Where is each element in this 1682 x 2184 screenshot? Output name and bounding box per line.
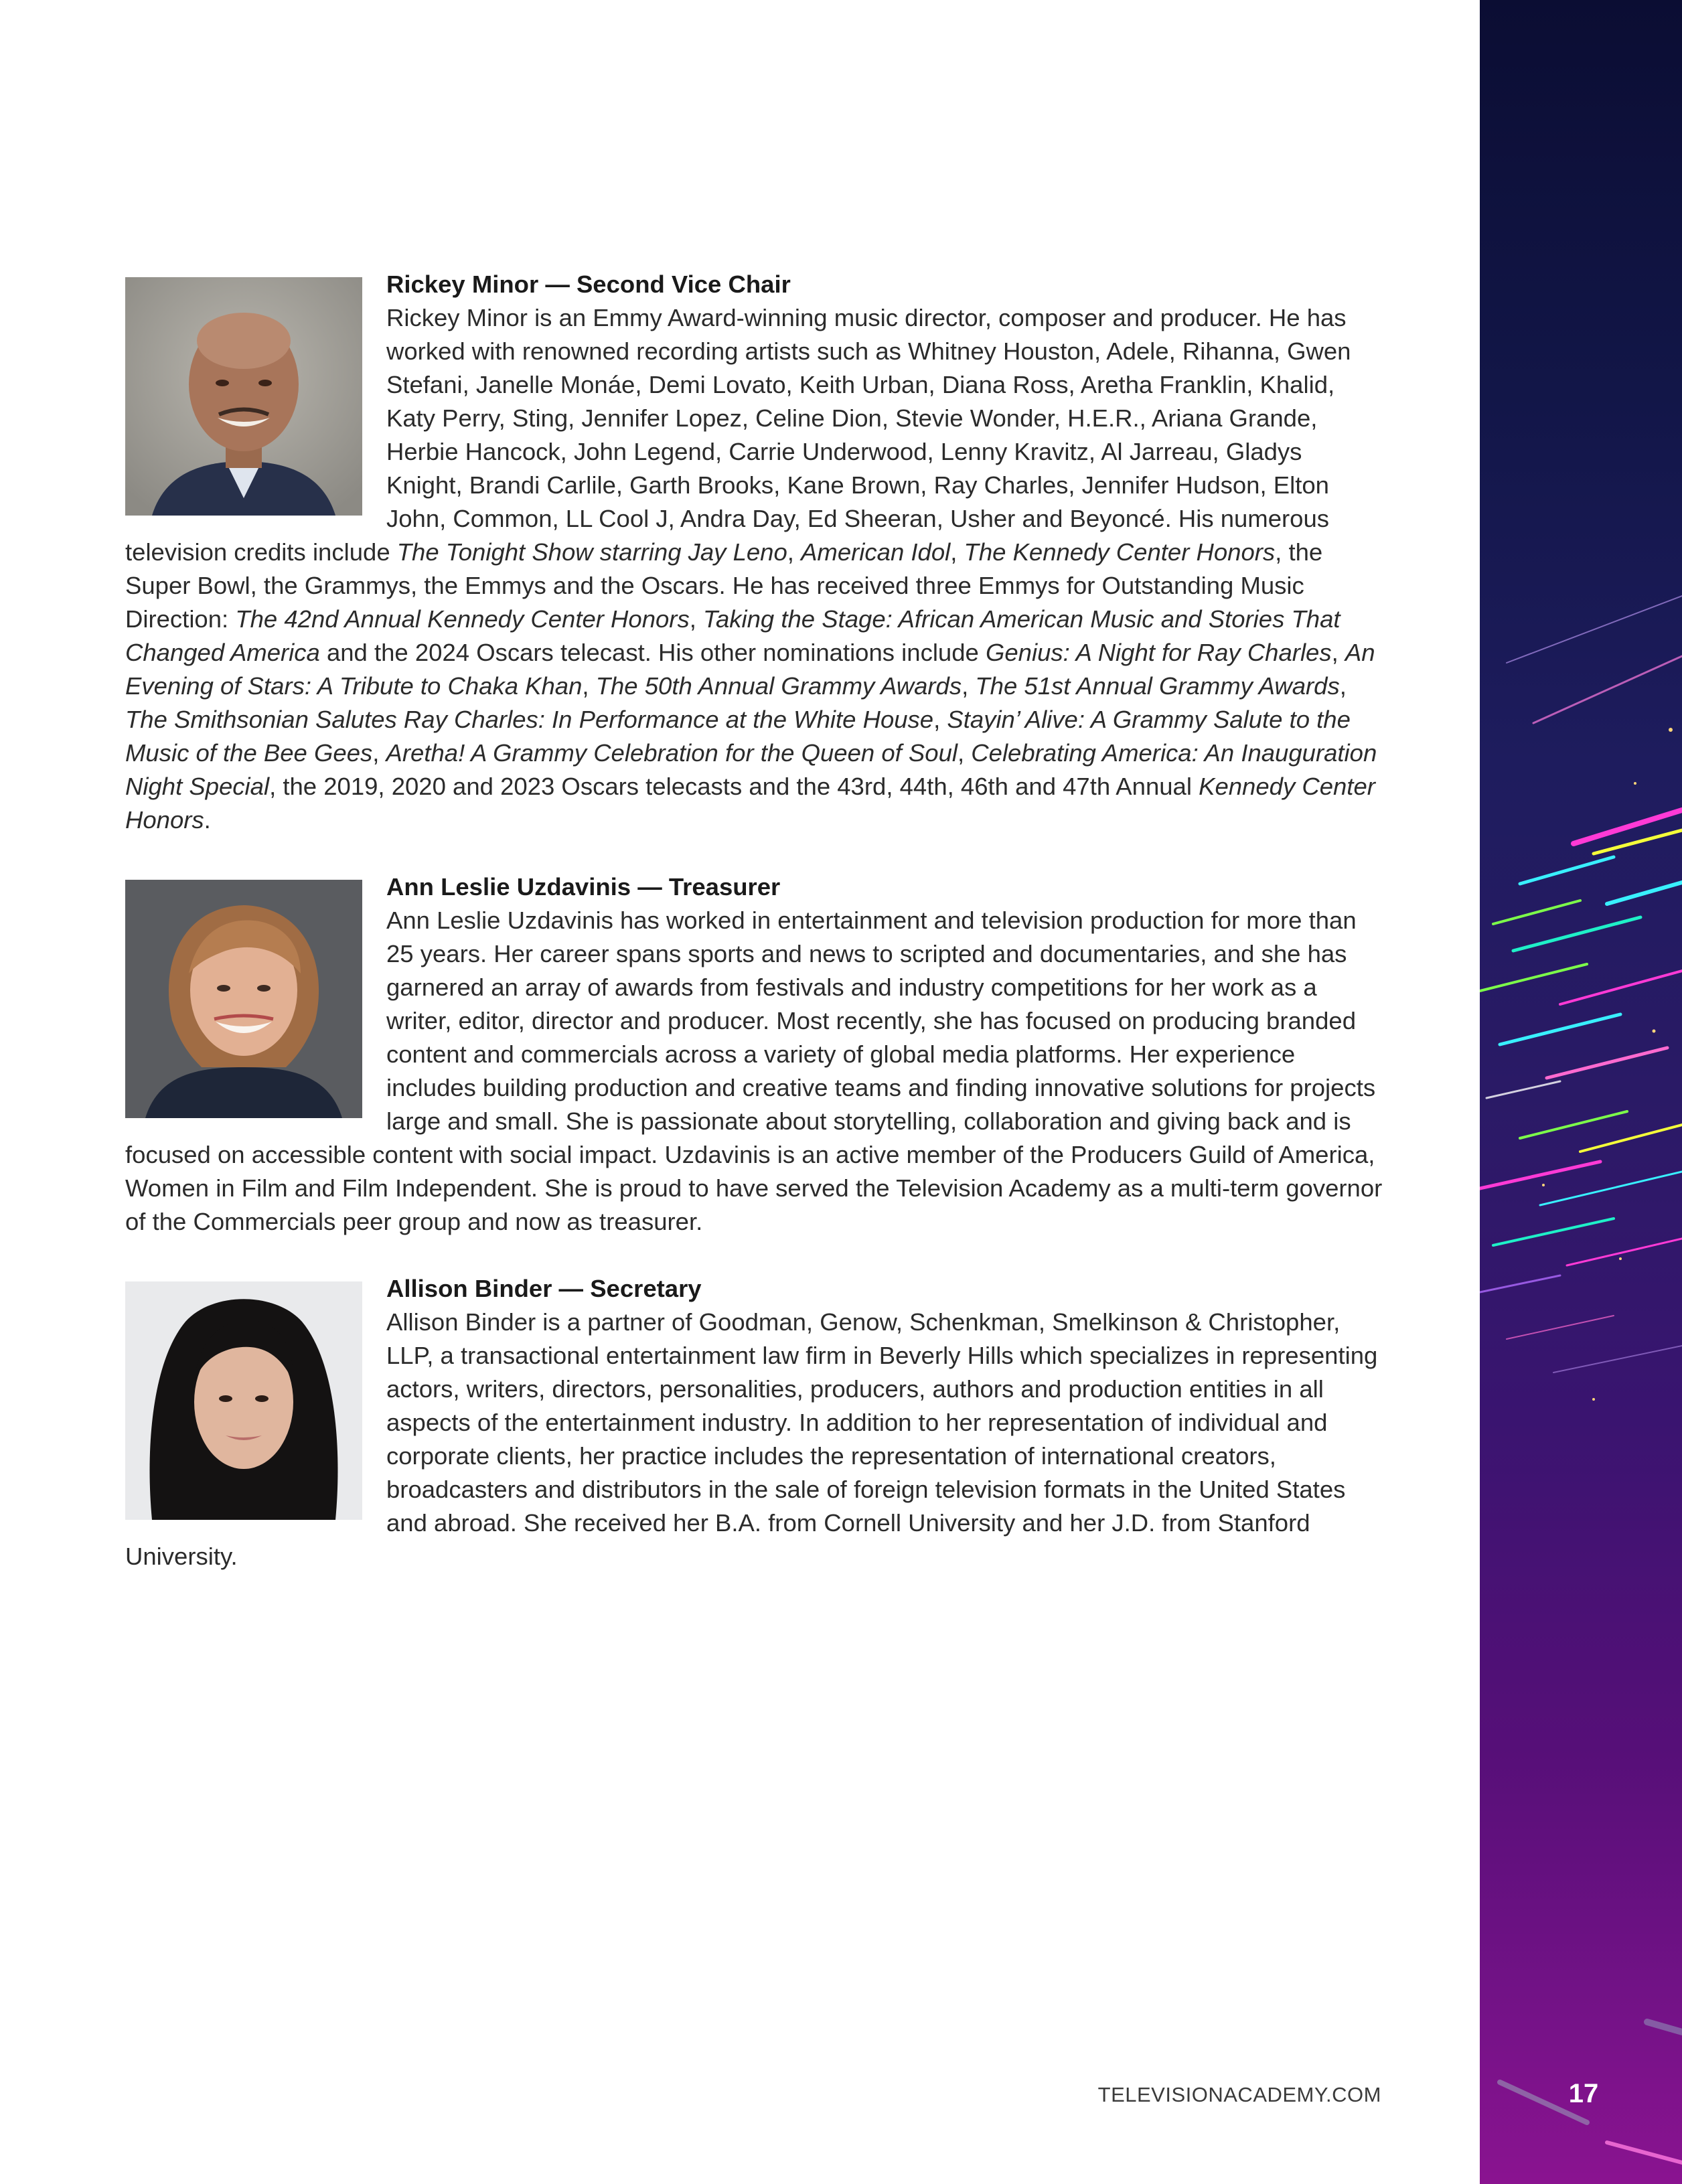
portrait-man (125, 277, 362, 516)
bio-text: and the 2024 Oscars telecast. His other nominations include (319, 639, 986, 666)
bio-text: , (950, 538, 964, 566)
bio-text-italic: American Idol (801, 538, 951, 566)
bio-text: Allison Binder is a partner of Goodman, Genow, Schenkman, Smelkinson & Christopher, LLP, a transactional entertainment law firm in Beverly Hills which specializes in representing actors, writers, directors, personalities, producers, authors and production entities in all aspects of the entertainment industry. In addition to her representation of individual and corporate clients, her practice includes the representation of international creators, broadcasters and distributors in the sale of foreign television formats in the United States and abroad. She received her B.A. from Cornell University and her J.D. from Stanford University. (125, 1308, 1378, 1570)
bio-text: Ann Leslie Uzdavinis has worked in entertainment and television production for more than 25 years. Her career spans sports and news to scripted and documentaries, and she has garnered an array of awards from festivals and industry competitions for her work as a writer, editor, director and producer. Most recently, she has focused on producing branded content and commercials across a variety of global media platforms. Her experience includes building production and creative teams and finding innovative solutions for projects large and small. She is passionate about storytelling, collaboration and giving back and is focused on accessible content with social impact. Uzdavinis is an active member of the Producers Guild of America, Women in Film and Film Independent. She is proud to have served the Television Academy as a multi-term governor of the Commercials peer group and now as treasurer. (125, 907, 1383, 1235)
bio-text-italic: Aretha! A Grammy Celebration for the Queen of Soul (386, 739, 958, 767)
bio-text: , (582, 672, 596, 700)
portrait-woman-blonde (125, 880, 362, 1118)
bio-text: , (957, 739, 972, 767)
bio-text-italic: The Tonight Show starring Jay Leno (396, 538, 787, 566)
bio-text-italic: Kennedy Center Honors (125, 773, 1375, 834)
bio-text-italic: Genius: A Night for Ray Charles (985, 639, 1332, 666)
bios-container (125, 268, 1384, 1573)
bio-text-italic: The 50th Annual Grammy Awards (595, 672, 962, 700)
bio-text: , (787, 538, 801, 566)
bio-text: , (689, 605, 704, 633)
bio-text: , the 2019, 2020 and 2023 Oscars telecasts and the 43rd, 44th, 46th and 47th Annual (269, 773, 1199, 800)
bio-name: Rickey Minor — Second Vice Chair (386, 270, 791, 298)
bio-text-italic: An Evening of Stars: A Tribute to Chaka Khan (125, 639, 1375, 700)
bio-name: Ann Leslie Uzdavinis — Treasurer (386, 873, 781, 901)
bio-text: , (1339, 672, 1347, 700)
portrait-woman-dark-hair (125, 1281, 362, 1520)
bio-text: . (204, 806, 211, 834)
bio-text: Rickey Minor is an Emmy Award-winning music director, composer and producer. He has worked with renowned recording artists such as Whitney Houston, Adele, Rihanna, Gwen Stefani, Janelle Monáe, Demi Lovato, Keith Urban, Diana Ross, Aretha Franklin, Khalid, Katy Perry, Sting, Jennifer Lopez, Celine Dion, Stevie Wonder, H.E.R., Ariana Grande, Herbie Hancock, John Legend, Carrie Underwood, Lenny Kravitz, Al Jarreau, Gladys Knight, Brandi Carlile, Garth Brooks, Kane Brown, Ray Charles, Jennifer Hudson, Elton John, Common, LL Cool J, Andra Day, Ed Sheeran, Usher and Beyoncé. His numerous television credits include (125, 304, 1351, 566)
decorative-sidebar (1480, 0, 1682, 2184)
bio-text-italic: The 51st Annual Grammy Awards (975, 672, 1340, 700)
page-number: 17 (1568, 2079, 1599, 2108)
bio-text-italic: Taking the Stage: African American Music and Stories That Changed America (125, 605, 1341, 666)
bio-text: , (933, 706, 947, 733)
bio-text: , (372, 739, 386, 767)
bio-text-italic: The Smithsonian Salutes Ray Charles: In Performance at the White House (125, 706, 934, 733)
bio-text-italic: The 42nd Annual Kennedy Center Honors (235, 605, 690, 633)
bio-text-italic: Stayin’ Alive: A Grammy Salute to the Music of the Bee Gees (125, 706, 1351, 767)
bio-text: , (962, 672, 976, 700)
footer-url: TELEVISIONACADEMY.COM (1097, 2083, 1381, 2106)
bio-text-italic: Celebrating America: An Inauguration Night Special (125, 739, 1377, 800)
bio-allison-binder (125, 1272, 1384, 1573)
bio-name: Allison Binder — Secretary (386, 1275, 702, 1302)
bio-text: , (1331, 639, 1345, 666)
bio-rickey-minor (125, 268, 1384, 837)
bio-text: , the Super Bowl, the Grammys, the Emmys and the Oscars. He has received three Emmys for Outstanding Music Direction: (125, 538, 1323, 633)
bio-ann-leslie-uzdavinis (125, 870, 1384, 1239)
bio-text-italic: The Kennedy Center Honors (964, 538, 1276, 566)
